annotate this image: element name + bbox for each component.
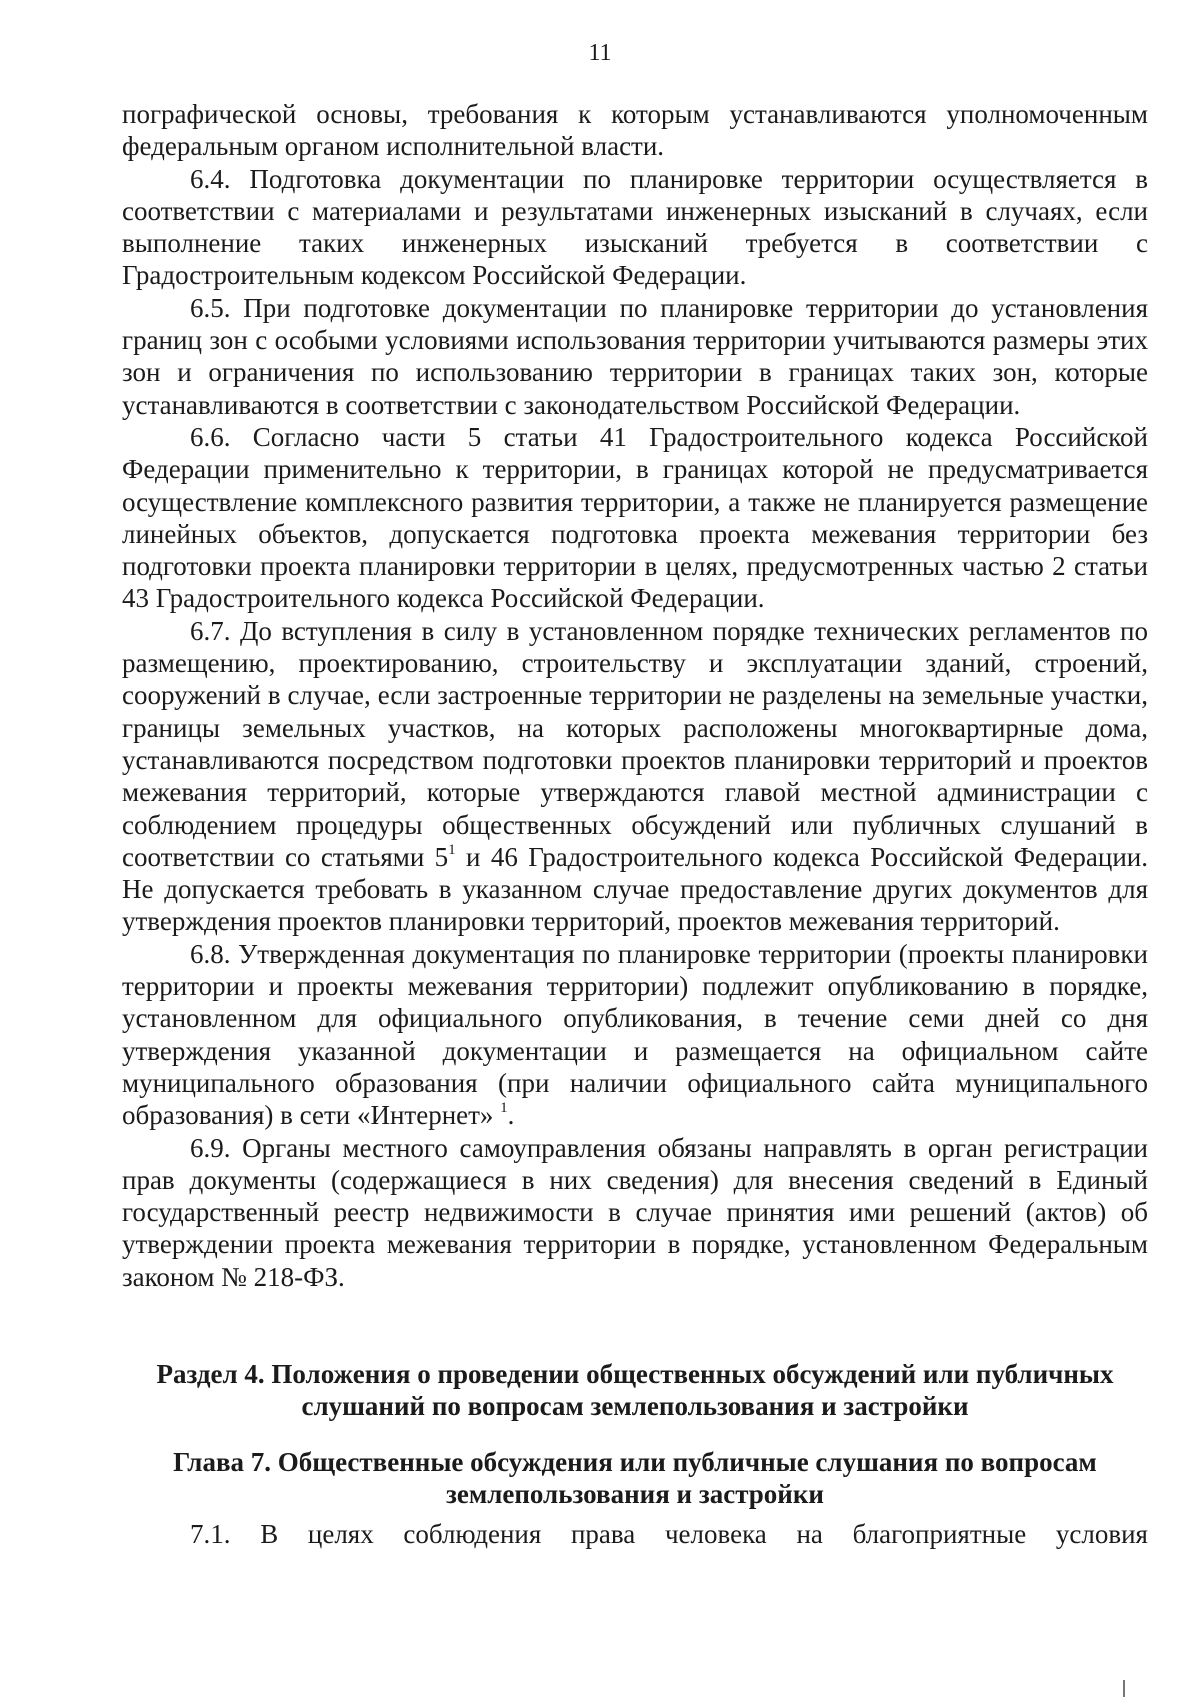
paragraph-6-8 xyxy=(122,938,1148,1132)
paragraph-6-6: 6.6. Согласно части 5 статьи 41 Градостроительного кодекса Российской Федерации применительно к территории, в границах которой не предусматривается осуществление комплексного развития территории, а также не планируется размещение линейных объектов, допускается подготовка проекта межевания территории без подготовки проекта планировки территории в целях, предусмотренных частью 2 статьи 43 Градостроительного кодекса Российской Федерации. xyxy=(122,421,1148,614)
paragraph-6-7 xyxy=(122,615,1148,938)
paragraph-6-8-text-a: 6.8. Утвержденная документация по планировке территории (проекты планировки территории и проекты межевания территории) подлежит опубликованию в порядке, установленном для официального опубликования, в течение семи дней со дня утверждения указанной документации и размещается на официальном сайте муниципального образования (при наличии официального сайта муниципального образования) в сети «Интернет» xyxy=(122,938,1148,1131)
section-heading-line-2: слушаний по вопросам землепользования и застройки xyxy=(301,1391,969,1421)
scan-edge-mark xyxy=(1123,1680,1125,1697)
word: права xyxy=(570,1519,636,1549)
word: 7.1. xyxy=(190,1519,231,1549)
paragraph-6-9: 6.9. Органы местного самоуправления обязаны направлять в орган регистрации прав документы (содержащиеся в них сведения) для внесения сведений в Единый государственный реестр недвижимости в случае принятия ими решений (актов) об утверждении проекта межевания территории в порядке, установленном Федеральным законом № 218-ФЗ. xyxy=(122,1132,1148,1292)
word: соблюдения xyxy=(403,1519,542,1549)
word: условия xyxy=(1055,1519,1148,1549)
paragraph-6-7-text-a: 6.7. До вступления в силу в установленном порядке технических регламентов по размещению, проектированию, строительству и эксплуатации зданий, строений, сооружений в случае, если застроенные территории не разделены на земельные участки, границы земельных участков, на которых расположены многоквартирные дома, устанавливаются посредством подготовки проектов планировки территорий и проектов межевания территорий, которые утверждаются главой местной администрации с соблюдением процедуры общественных обсуждений или публичных слушаний в соответствии со статьями 5 xyxy=(122,615,1148,872)
section-heading-line-1: Раздел 4. Положения о проведении общественных обсуждений или публичных xyxy=(156,1359,1114,1389)
word: на xyxy=(796,1519,823,1549)
paragraph-6-7-text-b: и 46 Градостроительного кодекса Российской Федерации. Не допускается требовать в указанном случае предоставление других документов для утверждения проектов планировки территорий, проектов межевания территорий. xyxy=(122,841,1148,937)
chapter-heading-line-1: Глава 7. Общественные обсуждения или публичные слушания по вопросам xyxy=(173,1447,1097,1477)
paragraph-7-1-first-line xyxy=(122,1518,1148,1550)
word: В xyxy=(260,1519,279,1549)
paragraph-6-8-text-b: . xyxy=(507,1100,515,1131)
word: целях xyxy=(307,1519,374,1549)
footnote-superscript: 1 xyxy=(448,841,456,858)
chapter-heading xyxy=(122,1446,1148,1510)
word: человека xyxy=(664,1519,767,1549)
paragraph-6-5: 6.5. При подготовке документации по планировке территории до установления границ зон с особыми условиями использования территории учитываются размеры этих зон и ограничения по использованию территории в границах таких зон, которые устанавливаются в соответствии с законодательством Российской Федерации. xyxy=(122,292,1148,420)
body-text xyxy=(122,98,1148,1293)
paragraph-continuation: пографической основы, требования к которым устанавливаются уполномоченным федеральным органом исполнительной власти. xyxy=(122,99,1148,162)
paragraph-6-4: 6.4. Подготовка документации по планировке территории осуществляется в соответствии с материалами и результатами инженерных изысканий в случаях, если выполнение таких инженерных изысканий требуется в соответствии с Градостроительным кодексом Российской Федерации. xyxy=(122,163,1148,291)
page-number: 11 xyxy=(588,40,612,66)
chapter-heading-line-2: землепользования и застройки xyxy=(446,1479,824,1509)
footnote-reference: 1 xyxy=(500,1100,508,1117)
word: благоприятные xyxy=(852,1519,1027,1549)
section-heading xyxy=(122,1358,1148,1422)
